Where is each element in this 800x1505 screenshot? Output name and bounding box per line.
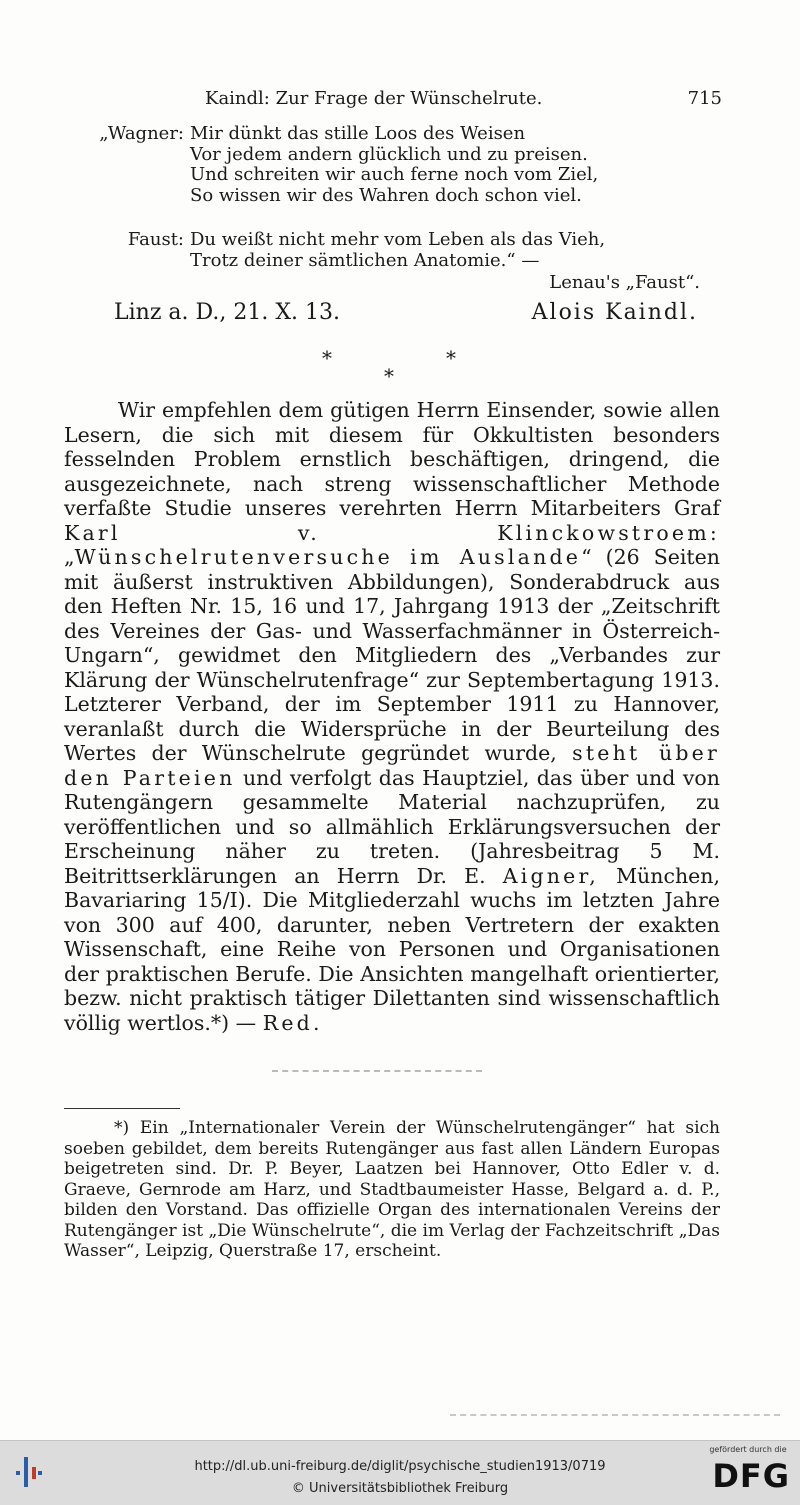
- asterism-star: *: [322, 346, 332, 370]
- author-name: Alois Kaindl.: [531, 300, 698, 325]
- running-header: [205, 88, 722, 109]
- verse-wagner: [88, 124, 728, 206]
- dfg-logo: DFG: [712, 1457, 790, 1495]
- speaker-faust: Faust:: [127, 229, 184, 250]
- verse-line: Du weißt nicht mehr vom Leben als das Vieh,: [190, 229, 606, 250]
- verse-line: Trotz deiner sämtlichen Anatomie.“ —: [190, 249, 540, 271]
- verse-attribution: Lenau's „Faust“.: [549, 272, 700, 293]
- footnote-rule: [64, 1108, 180, 1109]
- verse-line: So wissen wir des Wahren doch schon viel.: [190, 184, 582, 206]
- editorial-note: Wir empfehlen dem gütigen Herrn Einsender, sowie allen Lesern, die sich mit diesem für Okkultisten besonders fesselnden Problem ernstlich beschäftigen, dringend, die ausgezeichnete, nach streng wissenschaftlicher Methode verfaßte Studie unseres verehrten Herrn Mitarbeiters Graf Karl v. Klinckowstroem: „Wünschelrutenversuche im Auslande“ (26 Seiten mit äußerst instruktiven Abbildungen), Sonderabdruck aus den Heften Nr. 15, 16 und 17, Jahrgang 1913 der „Zeitschrift des Vereines der Gas- und Wasserfachmänner in Österreich-Ungarn“, gewidmet den Mitgliedern des „Verbandes zur Klärung der Wünschelrutenfrage“ zur Septembertagung 1913. Letzterer Verband, der im September 1911 zu Hannover, veranlaßt durch die Widersprüche in der Beurteilung des Wertes der Wünschelrute gegründet wurde, steht über den Parteien und verfolgt das Hauptziel, das über und von Rutengängern gesammelte Material nachzuprüfen, zu veröffentlichen und so allmählich Erklärungsversuchen der Erscheinung näher zu treten. (Jahresbeitrag 5 M. Beitrittserklärungen an Herrn Dr. E. Aigner, München, Bavariaring 15/I). Die Mitgliederzahl wuchs im letzten Jahre von 300 auf 400, darunter, neben Vertretern der exakten Wissenschaft, eine Reihe von Personen und Organisationen der praktischen Berufe. Die Ansichten mangelhaft orientierter, bezw. nicht praktisch tätiger Dilettanten sind wissenschaftlich völlig wertlos.*) — Red.: [64, 398, 720, 1035]
- dfg-tagline: gefördert durch die: [709, 1445, 787, 1454]
- scan-artifact: [450, 1414, 780, 1416]
- spaced-author-name: Karl v. Klinckowstroem:: [64, 520, 720, 545]
- copyright: © Universitätsbibliothek Freiburg: [291, 1481, 509, 1496]
- verse-line: Mir dünkt das stille Loos des Weisen: [190, 123, 526, 144]
- verse-faust: [88, 230, 728, 271]
- asterism-star: *: [384, 364, 394, 388]
- signature-line: [114, 300, 698, 325]
- page-number: 715: [687, 88, 722, 109]
- footnote: *) Ein „Internationaler Verein der Wünschelrutengänger“ hat sich soeben gebildet, dem bereits Rutengänger aus fast allen Ländern Europas beigetreten sind. Dr. P. Beyer, Laatzen bei Hannover, Otto Edler v. d. Graeve, Gernrode am Harz, und Stadtbaumeister Hasse, Belgard a. d. P., bilden den Vorstand. Das offizielle Organ des internationalen Vereins der Rutengänger ist „Die Wünschelrute“, die im Verlag der Fachzeitschrift „Das Wasser“, Leipzig, Querstraße 17, erscheint.: [64, 1118, 720, 1261]
- spaced-person-name: Aigner,: [502, 863, 599, 888]
- verse-line: Vor jedem andern glücklich und zu preisen.: [190, 143, 588, 165]
- permalink-url[interactable]: http://dl.ub.uni-freiburg.de/diglit/psychische_studien1913/0719: [194, 1459, 606, 1474]
- spaced-work-title: Wünschelrutenversuche im Auslande: [74, 545, 582, 569]
- header-title: Kaindl: Zur Frage der Wünschelrute.: [205, 88, 543, 109]
- section-divider: [272, 1070, 482, 1072]
- speaker-wagner: „Wagner:: [99, 123, 184, 144]
- viewer-footer: [0, 1440, 800, 1505]
- verse-line: Und schreiten wir auch ferne noch vom Ziel,: [190, 164, 599, 185]
- spaced-editor-mark: Red.: [262, 1010, 323, 1035]
- asterism-star: *: [446, 346, 456, 370]
- spaced-emphasis: steht über den Parteien: [64, 741, 720, 790]
- place-date: Linz a. D., 21. X. 13.: [114, 300, 340, 325]
